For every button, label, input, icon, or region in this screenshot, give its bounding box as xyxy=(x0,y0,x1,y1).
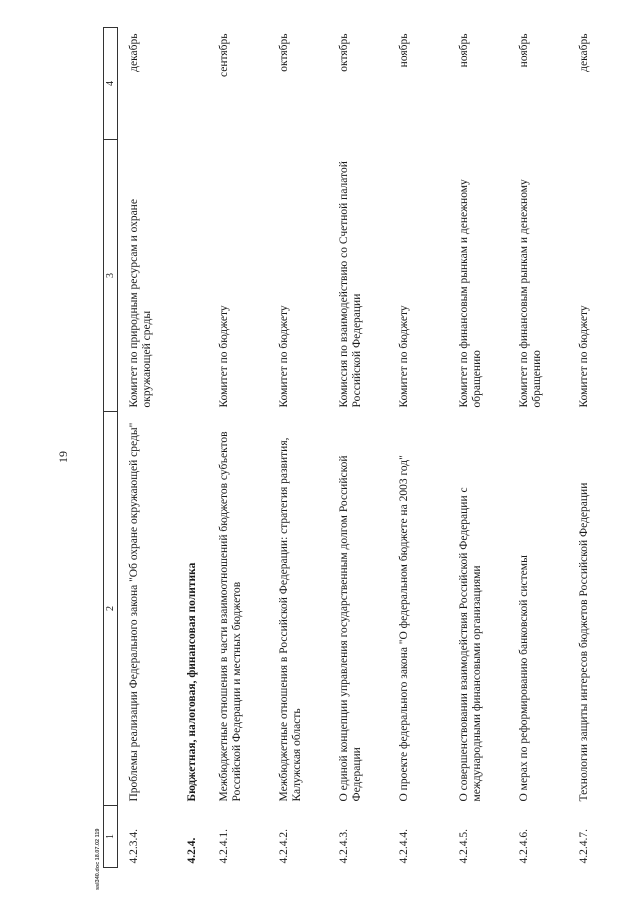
row-number: 4.2.4.1. xyxy=(217,829,230,864)
row-number: 4.2.4.7. xyxy=(577,829,590,864)
table-row xyxy=(568,28,628,868)
row-month: октябрь xyxy=(277,33,290,72)
table-row xyxy=(388,28,448,868)
row-committee: Комитет по бюджету xyxy=(217,305,230,408)
row-number: 4.2.4.2. xyxy=(277,829,290,864)
row-title: Межбюджетные отношения в Российской Федерации: стратегия развития, Калужская область xyxy=(277,437,303,802)
row-committee: Комитет по финансовым рынкам и денежному обращению xyxy=(517,179,543,408)
table-row xyxy=(508,28,568,868)
footer-file-stamp: ssl340.doc 18.07.02 119 xyxy=(95,828,101,890)
row-title: Проблемы реализации Федерального закона "Об охране окружающей среды" xyxy=(128,422,140,802)
row-title: О единой концепции управления государственным долгом Российской Федерации xyxy=(337,455,363,802)
page-number: 19 xyxy=(56,451,70,463)
row-committee: Комитет по бюджету xyxy=(577,305,590,408)
row-month: декабрь xyxy=(128,33,140,72)
table-body xyxy=(118,28,628,868)
row-committee: Комитет по финансовым рынкам и денежному обращению xyxy=(457,179,483,408)
section-title: Бюджетная, налоговая, финансовая политика xyxy=(185,562,198,802)
row-committee: Комитет по бюджету xyxy=(397,305,410,408)
row-number: 4.2.4.3. xyxy=(337,829,350,864)
row-month: ноябрь xyxy=(397,33,410,68)
table-header xyxy=(104,28,118,868)
row-title: Межбюджетные отношения в части взаимоотношений бюджетов субъектов Российской Федерации и местных бюджетов xyxy=(217,431,243,802)
row-committee: Комиссия по взаимодействию со Счетной палатой Российской Федерации xyxy=(337,161,363,408)
row-title: О проекте федерального закона "О федеральном бюджете на 2003 год" xyxy=(397,455,410,802)
section-row xyxy=(178,28,208,868)
document-table-wrapper xyxy=(103,28,598,868)
row-month: ноябрь xyxy=(457,33,470,68)
row-number: 4.2.4.6. xyxy=(517,829,530,864)
table-row xyxy=(208,28,268,868)
row-number: 4.2.4.4. xyxy=(397,829,410,864)
table-row xyxy=(268,28,328,868)
row-committee: Комитет по бюджету xyxy=(277,305,290,408)
header-col-1: 1 xyxy=(104,806,118,868)
row-month: сентябрь xyxy=(217,33,230,78)
row-month: ноябрь xyxy=(517,33,530,68)
table-row xyxy=(448,28,508,868)
header-col-2: 2 xyxy=(104,412,118,806)
header-col-3: 3 xyxy=(104,140,118,412)
row-committee: Комитет по природным ресурсам и охране окружающей среды xyxy=(128,199,153,408)
table-row xyxy=(328,28,388,868)
row-title: Технологии защиты интересов бюджетов Российской Федерации xyxy=(577,482,590,802)
row-month: октябрь xyxy=(337,33,350,72)
header-col-4: 4 xyxy=(104,28,118,140)
plan-table xyxy=(103,27,628,868)
table-row xyxy=(118,28,178,868)
row-title: О совершенствовании взаимодействия Российской Федерации с международными финансовыми организациями xyxy=(457,487,483,802)
row-title: О мерах по реформированию банковской системы xyxy=(517,555,530,802)
row-number: 4.2.4.5. xyxy=(457,829,470,864)
row-number: 4.2.4. xyxy=(185,837,198,864)
row-month: декабрь xyxy=(577,33,590,72)
row-number: 4.2.3.4. xyxy=(128,829,140,864)
